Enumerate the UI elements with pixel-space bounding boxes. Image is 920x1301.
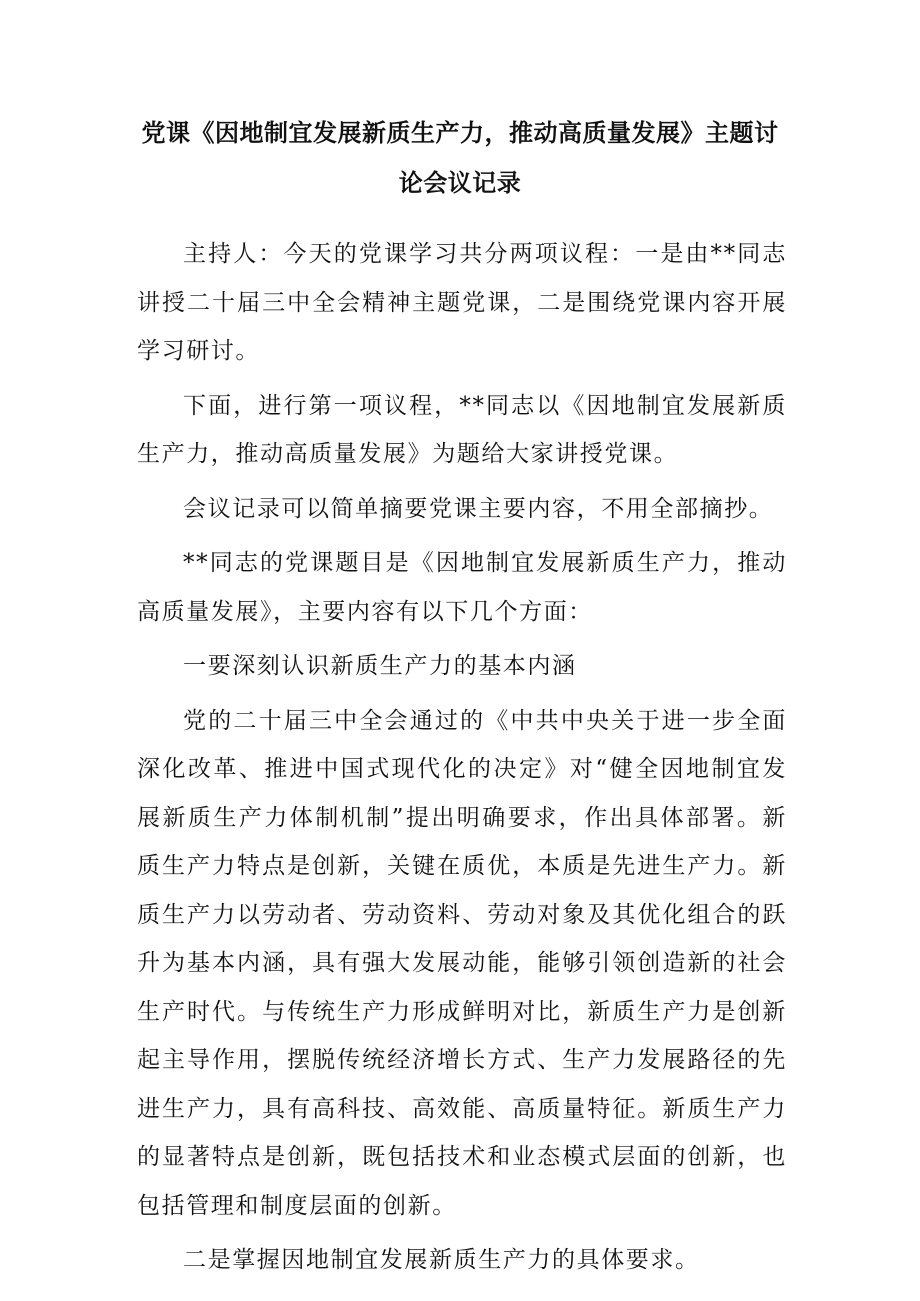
document-title-line-2: 论会议记录 (398, 169, 522, 197)
document-body (137, 230, 787, 1285)
paragraph-lecture-topic: **同志的党课题目是《因地制宜发展新质生产力，推动高质量发展》，主要内容有以下几个方面： (137, 550, 787, 625)
document-title-line-1: 党课《因地制宜发展新质生产力，推动高质量发展》主题讨 (141, 119, 779, 147)
section-heading-2: 二是掌握因地制宜发展新质生产力的具体要求。 (183, 1247, 700, 1273)
paragraph-section-1-body: 党的二十届三中全会通过的《中共中央关于进一步全面深化改革、推进中国式现代化的决定》对“健全因地制宜发展新质生产力体制机制”提出明确要求，作出具体部署。新质生产力特点是创新，关键在质优，本质是先进生产力。新质生产力以劳动者、劳动资料、劳动对象及其优化组合的跃升为基本内涵，具有强大发展动能，能够引领创造新的社会生产时代。与传统生产力形成鲜明对比，新质生产力是创新起主导作用，摆脱传统经济增长方式、生产力发展路径的先进生产力，具有高科技、高效能、高质量特征。新质生产力的显著特点是创新，既包括技术和业态模式层面的创新，也包括管理和制度层面的创新。 (137, 707, 787, 1219)
paragraph-host-intro: 主持人：今天的党课学习共分两项议程：一是由**同志讲授二十届三中全会精神主题党课，二是围绕党课内容开展学习研讨。 (137, 241, 787, 364)
paragraph-note: 会议记录可以简单摘要党课主要内容，不用全部摘抄。 (183, 495, 774, 522)
paragraph-first-agenda: 下面，进行第一项议程，**同志以《因地制宜发展新质生产力，推动高质量发展》为题给大家讲授党课。 (137, 392, 787, 467)
section-heading-1: 一要深刻认识新质生产力的基本内涵 (183, 653, 577, 679)
